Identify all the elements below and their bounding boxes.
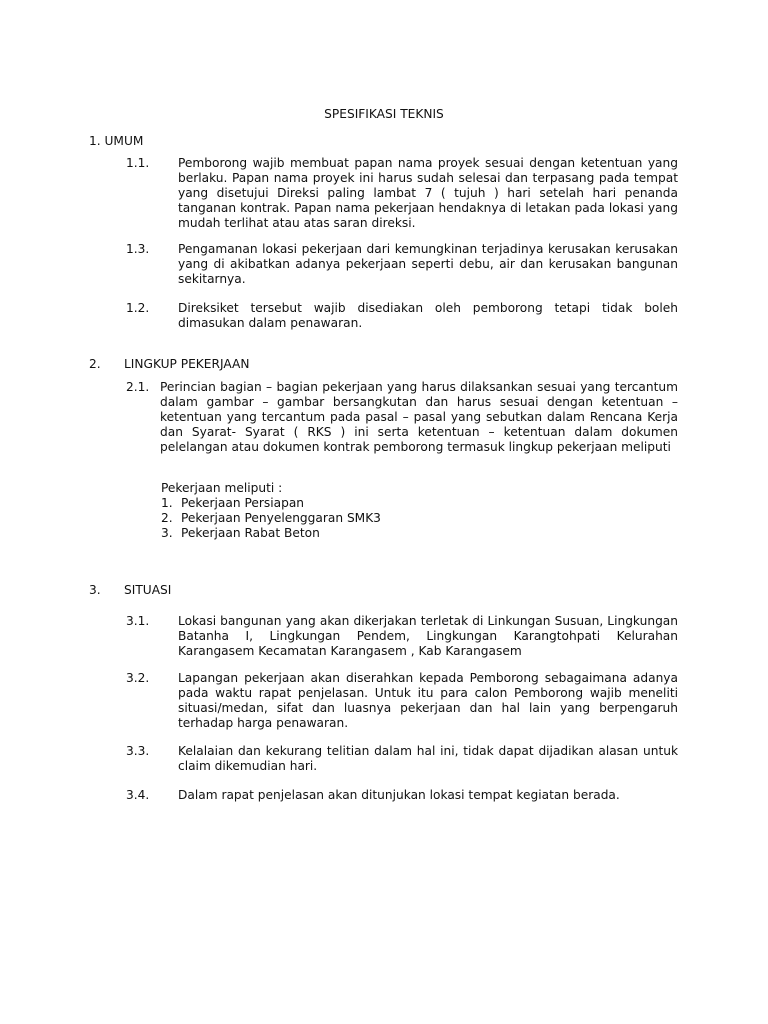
sub-list-intro: Pekerjaan meliputi : — [161, 481, 283, 495]
section-title: SITUASI — [124, 583, 172, 597]
section-heading-lingkup-pekerjaan — [89, 357, 249, 372]
list-item — [126, 788, 678, 803]
sub-list-item — [161, 526, 581, 541]
sub-list-item — [161, 511, 581, 526]
sub-list-block — [161, 481, 581, 541]
sub-list-number: 3. — [161, 526, 173, 540]
list-item — [126, 156, 678, 231]
sub-list-text: Pekerjaan Rabat Beton — [181, 526, 320, 540]
list-item — [126, 301, 678, 331]
list-item — [126, 614, 678, 659]
item-text: Pemborong wajib membuat papan nama proyek sesuai dengan ketentuan yang berlaku. Papan nama proyek ini harus sudah selesai dan terpasang pada tempat yang disetujui Direksi paling lambat 7 ( tujuh ) hari setelah hari penanda tanganan kontrak. Papan nama pekerjaan hendaknya di letakan pada lokasi yang mudah terlihat atau atas saran direksi. — [178, 156, 678, 230]
document-title: SPESIFIKASI TEKNIS — [324, 107, 444, 121]
section-number: 2. — [89, 357, 101, 371]
sub-list-text: Pekerjaan Penyelenggaran SMK3 — [181, 511, 381, 525]
section-heading-situasi — [89, 583, 171, 598]
item-number: 2.1. — [126, 380, 150, 394]
item-number: 1.3. — [126, 242, 150, 256]
item-number: 3.3. — [126, 744, 150, 758]
item-number: 3.1. — [126, 614, 150, 628]
sub-list-number: 1. — [161, 496, 173, 510]
list-item — [126, 380, 678, 455]
list-item — [126, 671, 678, 731]
item-text: Perincian bagian – bagian pekerjaan yang harus dilaksankan sesuai yang tercantum dalam gambar – gambar bersangkutan dan harus sesuai dengan ketentuan – ketentuan yang tercantum pada pasal – pasal yang sebutkan dalam Rencana Kerja dan Syarat- Syarat ( RKS ) ini serta ketentuan – ketentuan dalam dokumen pelelangan atau dokumen kontrak pemborong termasuk lingkup pekerjaan meliputi — [160, 380, 678, 454]
item-number: 3.4. — [126, 788, 150, 802]
item-text: Pengamanan lokasi pekerjaan dari kemungkinan terjadinya kerusakan kerusakan yang di akibatkan adanya pekerjaan seperti debu, air dan kerusakan bangunan sekitarnya. — [178, 242, 678, 286]
item-number: 1.1. — [126, 156, 150, 170]
sub-list-number: 2. — [161, 511, 173, 525]
item-number: 1.2. — [126, 301, 150, 315]
section-number: 1. — [89, 134, 101, 148]
item-text: Lapangan pekerjaan akan diserahkan kepada Pemborong sebagaimana adanya pada waktu rapat penjelasan. Untuk itu para calon Pemborong wajib meneliti situasi/medan, sifat dan luasnya pekerjaan dan hal lain yang berpengaruh terhadap harga penawaran. — [178, 671, 678, 730]
sub-list-item — [161, 496, 581, 511]
section-number: 3. — [89, 583, 101, 597]
item-number: 3.2. — [126, 671, 150, 685]
list-item — [126, 242, 678, 287]
item-text: Direksiket tersebut wajib disediakan oleh pemborong tetapi tidak boleh dimasukan dalam penawaran. — [178, 301, 678, 330]
list-item — [126, 744, 678, 774]
section-title: LINGKUP PEKERJAAN — [124, 357, 250, 371]
section-title: UMUM — [104, 134, 144, 148]
section-heading-umum — [89, 134, 143, 149]
sub-list — [161, 496, 581, 541]
item-text: Kelalaian dan kekurang telitian dalam hal ini, tidak dapat dijadikan alasan untuk claim dikemudian hari. — [178, 744, 678, 773]
item-text: Dalam rapat penjelasan akan ditunjukan lokasi tempat kegiatan berada. — [178, 788, 620, 802]
item-text: Lokasi bangunan yang akan dikerjakan terletak di Linkungan Susuan, Lingkungan Batanha I, Lingkungan Pendem, Lingkungan Karangtohpati Kelurahan Karangasem Kecamatan Karangasem , Kab Karangasem — [178, 614, 678, 658]
sub-list-text: Pekerjaan Persiapan — [181, 496, 305, 510]
